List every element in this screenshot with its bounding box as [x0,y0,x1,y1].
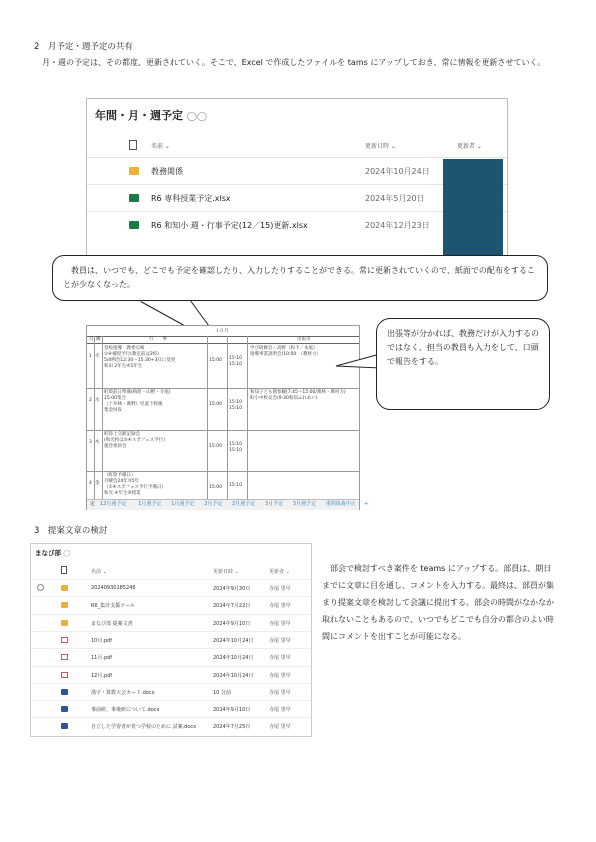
file-row[interactable] [31,700,311,718]
select-radio[interactable] [37,584,44,591]
file-name[interactable]: R6_集計支援ツール [91,603,136,610]
name-column-header[interactable]: 名前 ⌄ [91,569,107,575]
file-name[interactable]: 教務関係 [151,167,183,176]
event-header: 行 事 [149,337,167,342]
folder-icon [129,167,139,175]
row-time-1: 15:00 [209,358,222,363]
file-row[interactable] [31,648,311,666]
modified-column-header[interactable]: 更新日時 ⌄ [365,143,396,150]
modifier-column-header[interactable]: 更新者 ⌄ [269,569,290,575]
file-name[interactable]: 漢字・算数大会カード.docx [91,689,155,696]
grid-line [102,336,103,499]
column-header-row [87,139,507,155]
sheet-tab[interactable]: 2月予定 [204,501,223,507]
file-date: 2024年10月24日 [213,672,254,679]
schedule-spreadsheet [86,325,369,510]
row-time-1: 15:00 [209,485,222,490]
file-modifier: 寺尾 里早 [269,655,291,662]
file-type-icon [61,566,67,574]
row-time-2: 15:10 15:10 [229,442,242,453]
grid-line [227,336,228,499]
file-name[interactable]: R6 和知小 週・行事予定(12／15)更新.xlsx [151,221,308,230]
file-name[interactable]: 12月.pdf [91,672,113,679]
row-event: （町陸予備日） 月曜会24年③5年 （①④スポフェス予行予備日） 和光 ④年生⑨授業 [104,473,166,496]
file-row[interactable] [31,596,311,614]
folder-icon [61,585,68,591]
row-trip: 和知子ども園参観(7:45〜15:00/萬林・萬村力) 町小中校長会(9:30和知ふれあい) [250,390,346,401]
file-modifier: 寺尾 里早 [269,637,291,644]
file-row[interactable] [31,614,311,632]
sheet-tab: 定 [90,501,96,507]
callout-2: 出張等が分かれば、教務だけが入力するのではなく、担当の教員も入力をして、口頭で報告をする。 [376,318,550,410]
file-modifier: 寺尾 里早 [269,689,291,696]
file-date: 2024年7月22日 [213,603,251,610]
word-icon [61,706,68,712]
grid-line [94,336,95,499]
section-3-body: 部会で検討すべき案件を teams にアップする。部員は、期日までに文章に目を通し、コメントを入力する。最終は、部員が集まり提案文章を検討して会議に提出する。部会の時間がなかなか取れないこともあるので、いつでもどこでも自分の都合のよい時間にコメントを出すことが可能になる。 [322,564,554,641]
folder-icon [61,620,68,626]
section-2-heading: 2 月予定・週予定の共有 [34,42,133,52]
file-date: 2024年10月24日 [213,655,254,662]
file-date: 2024年7月25日 [213,724,251,731]
modifier-column-block [443,159,503,269]
file-date: 2024年12月23日 [365,221,430,230]
file-name[interactable]: 自立した学習者が育つ学校のために 試案.docx [91,724,197,731]
file-date: 2024年10月24日 [365,167,430,176]
add-sheet-button[interactable]: + [364,501,369,507]
file-name[interactable]: 10月.pdf [91,637,113,644]
file-date: 2024年5月20日 [365,194,425,203]
row-time-1: 15:00 [209,444,222,449]
file-date: 2024年9月10日 [213,707,251,714]
row-event: 町陸上交歓記録会 (和光校は⑤④スポフェス予行) 運営委員会 [104,432,165,449]
grid-line [87,388,359,389]
row-trip: 学び研修会・高野（和千／本尾） 指導事業説明会(10:00 （教材力） [250,346,321,357]
row-dow: 火 [95,354,100,359]
row-day: 1 [89,354,92,359]
trip-header: 出張等 [297,337,311,342]
file-modifier: 寺尾 里早 [269,724,291,731]
pdf-icon [61,654,68,660]
panel-title: 年間・月・週予定 ◯◯ [95,109,207,122]
file-name[interactable]: 20240930185246 [91,585,136,591]
grid-line [207,336,208,499]
file-modifier: 寺尾 里早 [269,672,291,679]
file-date: 2024年9月10日 [213,620,251,627]
row-event: 町境前日準備(梅原・山野・寺尾) 15:00集合 （土井林・萬野）児童下校後 集金回収 [104,390,171,413]
row-dow: 金 [95,481,100,486]
file-name[interactable]: 11月.pdf [91,655,113,662]
section-3-heading: 3 提案文章の検討 [34,526,108,536]
panel-title: まなび部 ◯ [35,549,71,557]
sheet-tab[interactable]: 1月週予定 [171,501,195,507]
row-time-2: 15:10 15:10 [229,356,242,367]
excel-icon [129,221,139,229]
file-date: 2024年10月24日 [213,637,254,644]
word-icon [61,723,68,729]
members-icon: ◯ [63,549,71,557]
file-row[interactable] [31,631,311,649]
file-name[interactable]: 事前研、事後研について.docx [91,707,160,714]
modified-column-header[interactable]: 更新日時 ⌄ [213,569,239,575]
file-name[interactable]: まなび部 提案文書 [91,620,133,627]
sheet-tab-bar [87,499,369,510]
row-time-2: 15:10 [229,483,242,488]
month-label: １０月 [215,329,229,334]
excel-icon [129,194,139,202]
grid-line [247,336,248,499]
members-icon: ◯◯ [186,112,207,122]
file-type-icon [129,140,137,150]
row-dow: 木 [95,440,100,445]
grid-line [87,471,359,472]
row-event: 登校指導 教委点検 ①④補授予行(教室前は2校) 5/4例会12:30〜15:30+3日に変更 和田 2年生④5年生 [104,346,176,369]
teams-files-panel-schedule [86,98,508,265]
grid-line [87,430,359,431]
teams-files-panel-manabi [30,543,312,737]
file-modifier: 寺尾 里早 [269,707,291,714]
row-time-2: 15:10 15:10 [229,400,242,411]
file-modifier: 寺尾 里早 [269,620,291,627]
file-row[interactable] [31,579,311,597]
sheet-tab[interactable]: 3月週予定 [292,501,316,507]
name-column-header[interactable]: 名前 ⌄ [151,143,170,150]
row-time-1: 15:00 [209,402,222,407]
file-row[interactable] [31,683,311,701]
file-row[interactable] [31,666,311,684]
row-dow: 水 [95,398,100,403]
pdf-icon [61,637,68,643]
sheet-tab[interactable]: 3月予定 [265,501,284,507]
pdf-icon [61,672,68,678]
file-modifier: 寺尾 里早 [269,586,291,592]
sheet-tab[interactable]: 2月週予定 [232,501,256,507]
sheet-tab[interactable]: 12月週予定 [100,501,127,507]
folder-icon [61,602,68,608]
grid-line [87,343,359,344]
file-name[interactable]: R6 専科授業予定.xlsx [151,194,231,203]
day-header: 日 [89,337,94,342]
sheet-tab[interactable]: 1月週予定 [138,501,162,507]
file-row[interactable] [31,717,311,735]
file-modifier: 寺尾 里早 [269,603,291,610]
file-date: 2024年9月30日 [213,586,251,592]
file-date: 10 分前 [213,689,231,696]
modifier-column-header[interactable]: 更新者 ⌄ [457,143,482,150]
row-day: 2 [89,398,92,403]
grid-line [87,336,359,337]
section-2-body: 月・週の予定は、その都度、更新されていく。そこで、Excel で作成したファイルを tams にアップしておき、常に情報を更新させていく。 [34,58,546,67]
column-header-row [31,564,311,578]
callout-1: 教員は、いつでも、どこでも予定を確認したり、入力したりすることができる。常に更新されていくので、紙面での配布をすることが少なくなった。 [52,255,548,301]
row-day: 3 [89,440,92,445]
dow-header: 曜 [96,337,101,342]
sheet-tab[interactable]: 重問体裁中止 [325,501,356,507]
word-icon [61,689,68,695]
row-day: 4 [89,481,92,486]
